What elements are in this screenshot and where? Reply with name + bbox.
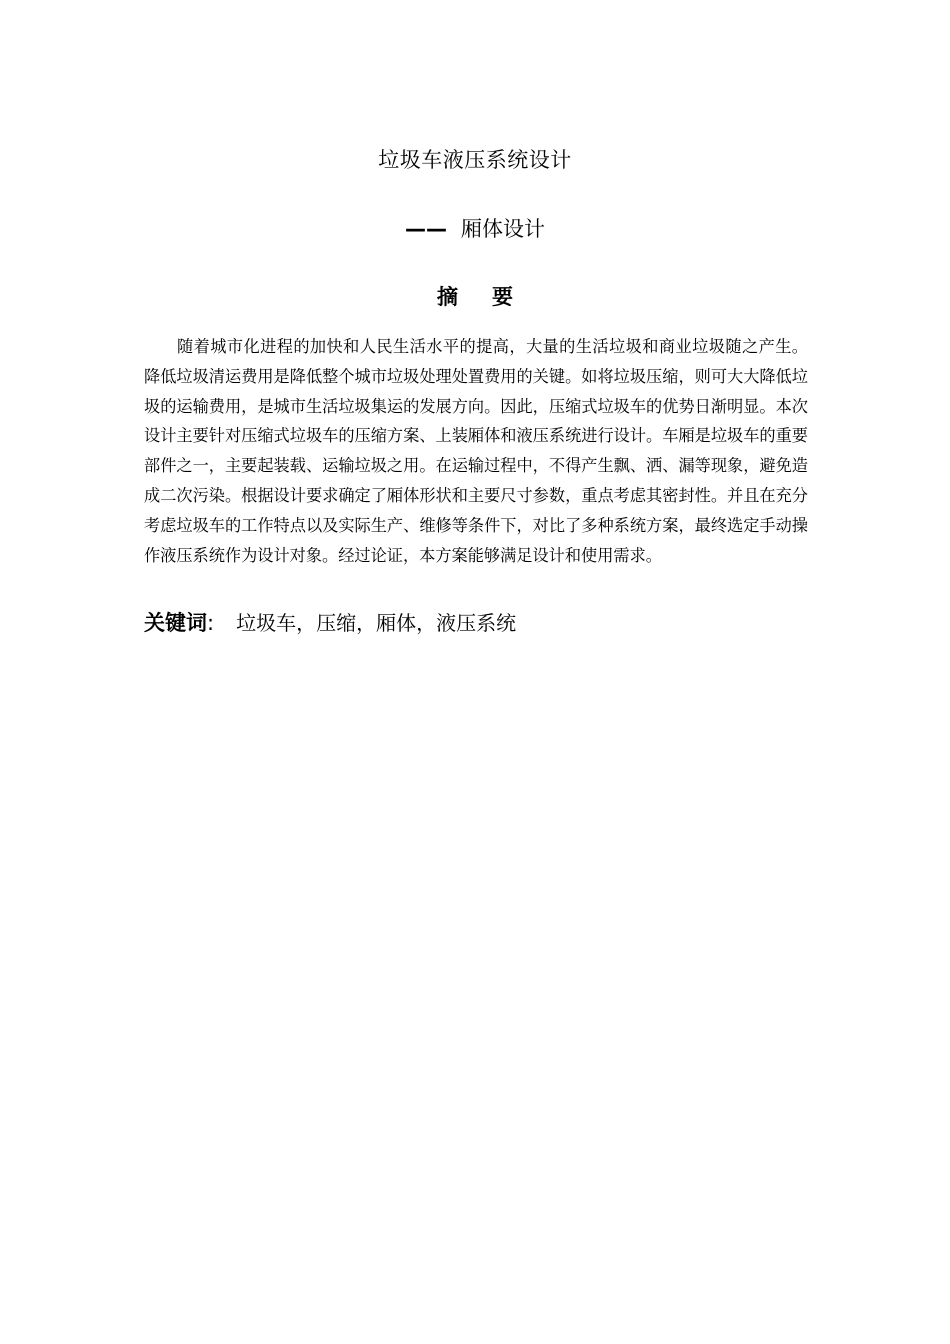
keywords-line <box>144 608 808 638</box>
abstract-heading: 摘要 <box>437 285 547 309</box>
keywords-value: 垃圾车，压缩，厢体，液压系统 <box>236 611 517 635</box>
subtitle-text: 厢体设计 <box>461 217 545 241</box>
abstract-paragraph: 随着城市化进程的加快和人民生活水平的提高，大量的生活垃圾和商业垃圾随之产生。降低垃圾清运费用是降低整个城市垃圾处理处置费用的关键。如将垃圾压缩，则可大大降低垃圾的运输费用，是城市生活垃圾集运的发展方向。因此，压缩式垃圾车的优势日渐明显。本次设计主要针对压缩式垃圾车的压缩方案、上装厢体和液压系统进行设计。车厢是垃圾车的重要部件之一，主要起装载、运输垃圾之用。在运输过程中，不得产生飘、洒、漏等现象，避免造成二次污染。根据设计要求确定了厢体形状和主要尺寸参数，重点考虑其密封性。并且在充分考虑垃圾车的工作特点以及实际生产、维修等条件下，对比了多种系统方案，最终选定手动操作液压系统作为设计对象。经过论证，本方案能够满足设计和使用需求。 <box>144 337 808 565</box>
subtitle-dash: —— <box>405 217 447 241</box>
document-title: 垃圾车液压系统设计 <box>378 148 572 172</box>
keywords-label: 关键词 <box>144 611 207 635</box>
document-subtitle <box>0 214 950 244</box>
keywords-colon: : <box>207 611 215 635</box>
